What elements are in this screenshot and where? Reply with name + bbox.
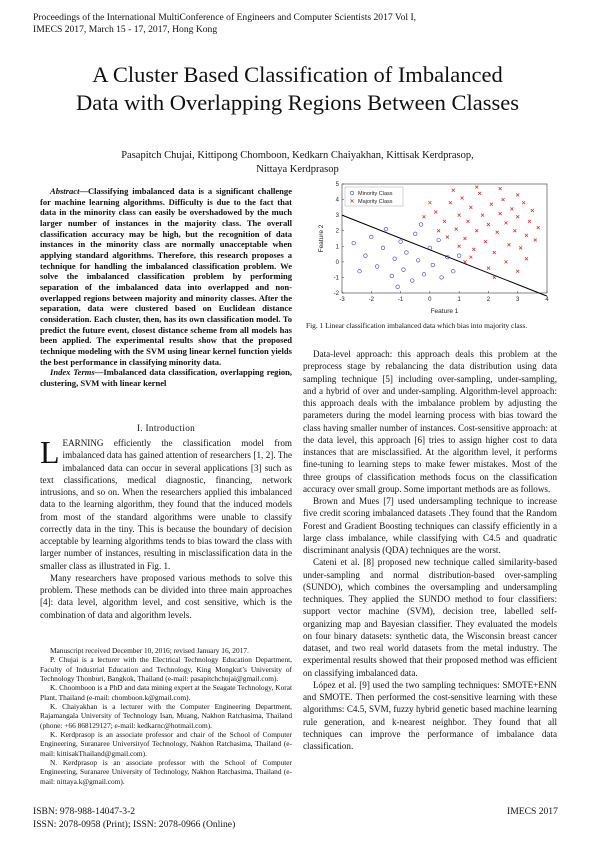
legend-majority-label: Majority Class [358, 199, 393, 205]
paper-title [40, 61, 555, 117]
drop-cap: L [40, 434, 60, 470]
page-footer-left [33, 806, 333, 831]
x-tick-label: 0 [428, 297, 432, 303]
abstract-text: —Classifying imbalanced data is a significant challenge for machine learning algorithms. Difficulty is due to the fact that data in the minority class can easily be overshadowed by the much larger number of instances in the majority class. The overall classification accuracy may be high, but the recognition of data instances in the minority class are normally unacceptable when applying standard algorithms. Therefore, this research proposes a technique for handling the imbalanced classification problem. We solve the imbalanced classification problem by performing separation of the imbalanced data into overlapped and non-overlapped regions between majority and minority classes. After the separation, data were clustered based on Euclidean distance consideration. Each cluster, then, has its own classification model. To predict the future event, closest distance scheme from all models has been applied. The experimental results show that the proposed technique modeling with the SVM using linear kernel function yields the best performance in classifying minority data. [40, 186, 292, 367]
y-tick-label: -1 [333, 275, 339, 282]
y-tick-label: 0 [335, 259, 339, 266]
x-tick-label: 1 [457, 297, 461, 303]
authors-line-2: Nittaya Kerdprasop [256, 164, 339, 175]
title-line-1: A Cluster Based Classification of Imbalanced [92, 62, 503, 87]
y-tick-label: 3 [335, 213, 339, 220]
index-terms-label: Index Terms [50, 367, 95, 378]
x-axis-label: Feature 1 [430, 308, 459, 315]
body-paragraph: Data-level approach: this approach deals this problem at the preprocess stage by rebalancing the data distribution using data sampling technique [5] including over-sampling, under-sampling, and a hybrid of over and under-sampling. Algorithm-level approach: this approach deals with the imbalance problem by adjusting the parameters during the model learning process with bias toward the class having smaller number of instances. Cost-sensitive approach: at the data level, this approach [6] tries to assign higher cost to data instances that are misclassified. At the algorithm level, it performs fine-tuning to learning steps to make fewer mistakes. Most of the three groups of classification methods focus on the classification accuracy over small group. Some important methods are as follows. [303, 349, 557, 494]
abstract [40, 186, 292, 388]
footnotes [40, 646, 292, 786]
y-tick-label: 4 [335, 197, 339, 204]
header-line-2: IMECS 2017, March 15 - 17, 2017, Hong Kong [33, 24, 218, 35]
x-tick-label: 2 [486, 297, 491, 303]
isbn-text: ISBN: 978-988-14047-3-2 [33, 806, 136, 817]
y-axis-label: Feature 2 [318, 224, 325, 253]
abstract-label: Abstract [50, 186, 80, 196]
running-header [33, 12, 453, 36]
x-tick-label: -3 [339, 297, 345, 303]
figure-caption: Fig. 1 Linear classification imbalanced data which bias into majority class. [306, 321, 528, 330]
y-tick-label: -2 [333, 291, 339, 297]
body-paragraph: Brown and Mues [7] used undersampling technique to increase five credit scoring imbalanced datasets .They found that the Random Forest and Gradient Boosting techniques can classify efficiently in a large class imbalance, while classifying with C4.5 and quadratic discriminant analysis (QDA) techniques are the worst. [303, 496, 557, 555]
intro-paragraph-1: EARNING efficiently the classification model from imbalanced data has gained attention of researchers [1, 2]. The imbalanced data can occur in several applications [3] such as text classifications, medical diagnostic, financing, network intrusions, and so on. When the researchers applied this imbalanced data to the learning algorithm, they found that the induced models from most of the standard algorithms were unable to classify correctly data in the tiny. This is because the boundary of decision acceptable by learning algorithms tends to bias toward the class with larger number of instances, resulting in misclassification data in the smaller class as illustrated in Fig. 1. [40, 438, 292, 571]
footnote: K. Choomboon is a PhD and data mining expert at the Seagate Technology, Korat Plant, Thailand (e-mail: chomboon.k@gmail.com). [40, 683, 292, 702]
x-tick-label: -1 [397, 297, 404, 303]
body-paragraph: Cateni et al. [8] proposed new technique called similarity-based under-sampling and normal distribution-based over-sampling (SUNDO), which combines the oversampling and undersampling techniques. They applied the SUNDO method to four classifiers: support vector machine (SVM), decision tree, labelled self-organizing map and Bayesian classifier. They evaluated the models on four binary datasets: synthetic data, the Wisconsin breast cancer dataset, and two real world datasets from the metal industry. The experimental results showed that their proposed method was efficient on classifying imbalanced data. [303, 557, 557, 678]
body-paragraph: López et al. [9] used the two sampling techniques: SMOTE+ENN and SMOTE. Then performed the cost-sensitive learning with these algorithms: C4.5, SVM, fuzzy hybrid genetic based machine learning rule generation, and k-nearest neighbor. They found that all techniques can improve the performance of imbalance data classification. [303, 679, 557, 751]
footnote: Manuscript received December 10, 2016; revised January 16, 2017. [50, 646, 249, 655]
y-tick-label: 1 [335, 244, 339, 251]
footnote: K. Chaiyakhan is a lecturer with the Computer Engineering Department, Rajamangala University of Technology Isan, Muang, Nakhon Ratchasima, Thailand (phone: +66 868129127; e-mail: kedkarnc@hotmail.com). [40, 702, 292, 730]
introduction-body [40, 434, 292, 621]
author-list [80, 149, 515, 177]
x-tick-label: 3 [516, 297, 520, 303]
figure-1 [302, 180, 554, 315]
page-footer-right: IMECS 2017 [507, 806, 558, 817]
footnote: N. Kerdprasop is an associate professor with the School of Computer Engineering, Suranaree University of Technology, Nakhon Ratchasima, Thailand (e-mail: nittaya.k@gmail.com). [40, 758, 292, 786]
title-line-2: Data with Overlapping Regions Between Classes [75, 90, 520, 115]
intro-paragraph-2: Many researchers have proposed various methods to solve this problem. These methods can be divided into three main approaches [4]: data level, algorithm level, and cost sensitive, which is the combination of data and algorithm levels. [40, 572, 292, 620]
section-heading-introduction: I. Introduction [136, 424, 196, 434]
legend-minority-label: Minority Class [358, 191, 393, 197]
scatter-chart [302, 180, 554, 315]
footnote: K. Kerdprasop is an associate professor and chair of the School of Computer Engineering, Suranaree Universityof Technology, Nakhon Ratchasima, Thailand (e-mail: kittisakThailand@gmail.com). [40, 730, 292, 758]
footnote: P. Chujai is a lecturer with the Electrical Technology Education Department, Faculty of Industrial Education and Technology, King Mongkut’s University of Technology Thonburi, Bangkok, Thailand (e-mail: pasapitchchujai@gmail.com). [40, 655, 292, 684]
y-tick-label: 2 [335, 228, 339, 235]
authors-line-1: Pasapitch Chujai, Kittipong Chomboon, Kedkarn Chaiyakhan, Kittisak Kerdprasop, [121, 150, 474, 161]
right-column-body [303, 348, 557, 752]
issn-text: ISSN: 2078-0958 (Print); ISSN: 2078-0966 (Online) [33, 818, 236, 830]
y-tick-label: 5 [335, 182, 339, 188]
header-line-1: Proceedings of the International MultiConference of Engineers and Computer Scientists 2017 Vol I, [33, 12, 417, 23]
index-terms-text: —Imbalanced data classification, overlapping region, clustering, SVM with linear kernel [40, 367, 292, 388]
x-tick-label: 4 [545, 297, 549, 303]
x-tick-label: -2 [368, 297, 374, 303]
